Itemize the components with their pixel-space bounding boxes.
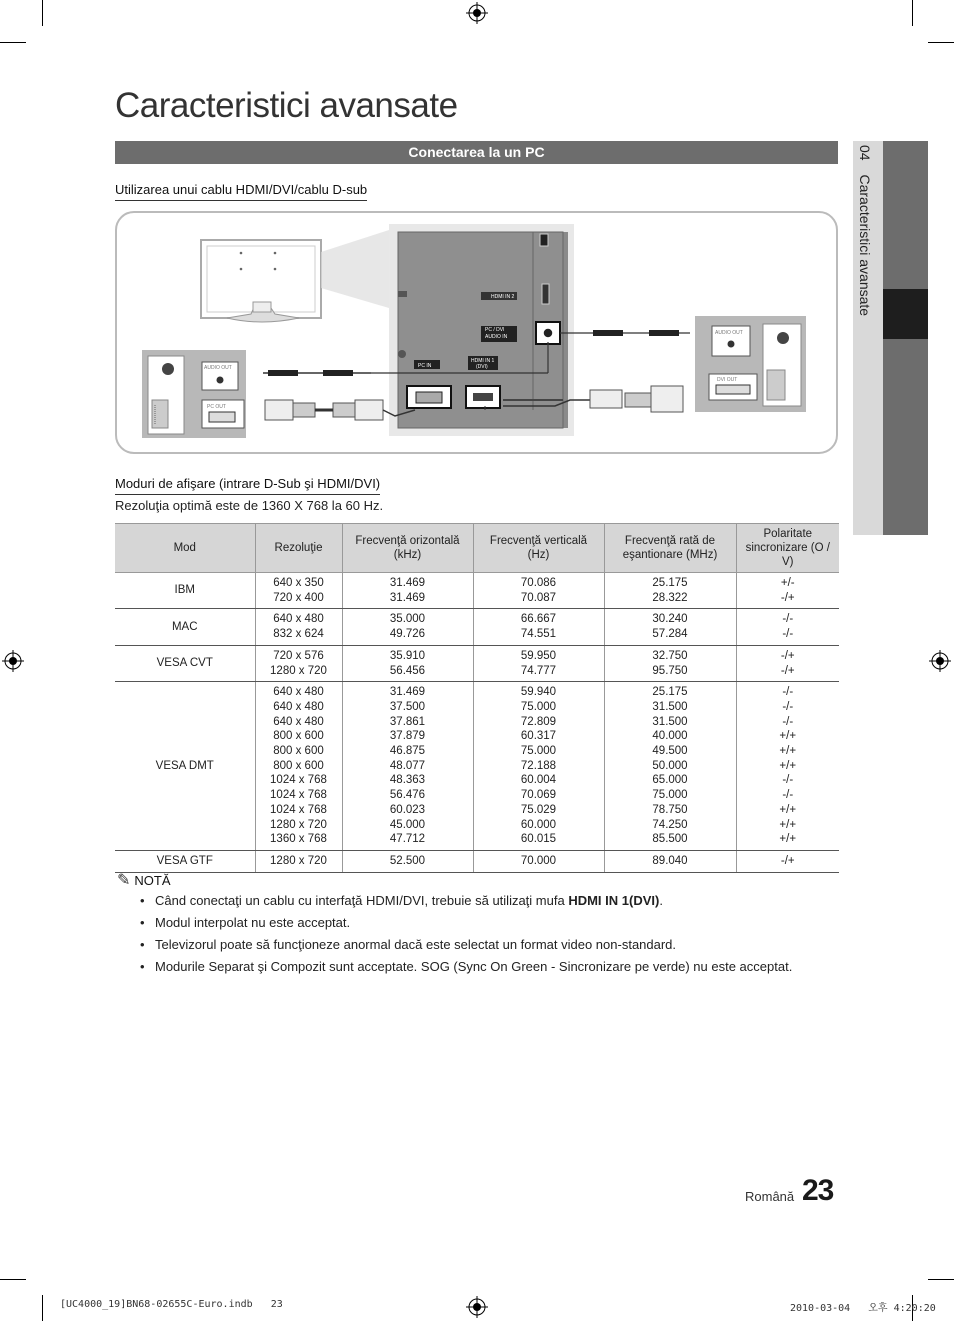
list-item	[140, 892, 792, 914]
cell-value: 800 x 600	[273, 745, 324, 758]
cell-value: 30.240	[652, 613, 688, 626]
cell-value: +/+	[779, 730, 797, 743]
v-freq-cell	[473, 682, 604, 851]
cell-value: 70.086	[520, 577, 557, 589]
optimal-resolution-text: Rezoluţia optimă este de 1360 X 768 la 60 Hz.	[115, 498, 384, 513]
pc-right-panel-icon	[695, 316, 806, 412]
pc-connection-diagram	[115, 210, 839, 455]
cell-value: 31.469	[389, 591, 426, 604]
pc-right-dvi-out-label: DVI OUT	[717, 377, 738, 383]
cell-value: 70.000	[520, 854, 557, 867]
cell-value: 31.500	[652, 715, 688, 728]
cell-value: 25.175	[652, 577, 688, 589]
cell-value: 32.750	[652, 649, 688, 662]
page-title: Caracteristici avansate	[115, 86, 458, 125]
page-number: 23	[802, 1174, 834, 1207]
cell-value: 48.363	[389, 774, 426, 787]
crop-mark	[928, 1279, 954, 1280]
cell-value: -/-	[782, 686, 794, 699]
cell-value: 49.500	[652, 745, 688, 758]
table-header-row	[115, 524, 839, 573]
list-item	[140, 936, 792, 958]
pc-in-label: PC IN	[418, 363, 432, 369]
cell-value: 56.456	[389, 664, 426, 677]
column-header: Mod	[115, 524, 255, 573]
polarity-cell	[736, 682, 839, 851]
cell-value: 800 x 600	[273, 759, 324, 772]
pc-left-pc-out-label: PC OUT	[207, 404, 226, 410]
column-header: Rezoluţie	[255, 524, 342, 573]
cell-value: 72.809	[520, 715, 557, 728]
clock-cell	[604, 609, 736, 645]
mode-cell: VESA CVT	[115, 645, 255, 681]
cell-value: 75.000	[520, 745, 557, 758]
registration-mark-icon	[466, 2, 488, 24]
crop-mark	[42, 1295, 43, 1321]
cell-value: 640 x 480	[273, 613, 324, 626]
cell-value: 50.000	[652, 759, 688, 772]
table-row	[115, 682, 839, 851]
resolution-cell	[255, 645, 342, 681]
print-date-info: 2010-03-04 오후 4:20:20	[790, 1303, 936, 1314]
cell-value: 1360 x 768	[270, 833, 327, 846]
resolution-cell	[255, 573, 342, 609]
side-tab-label	[857, 145, 873, 316]
audio-in-label: AUDIO IN	[485, 334, 508, 340]
cell-value: 1280 x 720	[270, 818, 327, 831]
cell-value: +/+	[779, 759, 797, 772]
note-bold-text: HDMI IN 1(DVI)	[568, 893, 660, 908]
hdmi-in-2-label: HDMI IN 2	[491, 294, 515, 300]
cell-value: +/-	[780, 577, 795, 589]
note-text: .	[659, 893, 663, 908]
resolution-cell	[255, 682, 342, 851]
cell-value: 1280 x 720	[270, 854, 327, 867]
cell-value: 28.322	[652, 591, 688, 604]
cell-value: 832 x 624	[273, 628, 324, 641]
h-freq-cell	[342, 682, 473, 851]
cell-value: 720 x 400	[273, 591, 324, 604]
cell-value: +/+	[779, 803, 797, 816]
cell-value: 35.910	[389, 649, 426, 662]
pc-right-audio-out-label: AUDIO OUT	[715, 330, 743, 336]
resolution-cell	[255, 850, 342, 872]
cell-value: +/+	[779, 833, 797, 846]
side-tab-text: Caracteristici avansate	[857, 174, 873, 317]
cell-value: 48.077	[389, 759, 426, 772]
pc-left-panel-icon	[142, 350, 246, 438]
note-text: Modurile Separat şi Compozit sunt acceptate. SOG (Sync On Green - Sincronizare pe verde) nu este acceptat.	[155, 959, 793, 974]
diagram-subtitle: Utilizarea unui cablu HDMI/DVI/cablu D-sub	[115, 182, 367, 201]
audio-cable-right-icon	[560, 330, 690, 336]
cell-value: -/+	[780, 664, 795, 677]
cell-value: 60.023	[389, 803, 426, 816]
cell-value: 60.000	[520, 818, 557, 831]
clock-cell	[604, 645, 736, 681]
crop-mark	[0, 1279, 26, 1280]
cell-value: 37.879	[389, 730, 426, 743]
cell-value: -/-	[782, 628, 794, 641]
clock-cell	[604, 850, 736, 872]
crop-mark	[42, 0, 43, 26]
display-modes-subtitle: Moduri de afişare (intrare D-Sub şi HDMI/DVI)	[115, 476, 380, 495]
registration-mark-icon	[2, 650, 24, 672]
clock-cell	[604, 682, 736, 851]
cell-value: 31.469	[389, 577, 426, 589]
pc-dvi-label: PC / DVI	[485, 327, 505, 333]
side-tab-active-marker	[883, 289, 928, 339]
note-text: Televizorul poate să funcţioneze anormal dacă este selectat un format video non-standard.	[155, 937, 677, 952]
crop-mark	[912, 0, 913, 26]
cell-value: 31.500	[652, 700, 688, 713]
table-row	[115, 850, 839, 872]
cell-value: 95.750	[652, 664, 688, 677]
cell-value: 49.726	[389, 628, 426, 641]
cell-value: 640 x 350	[273, 577, 324, 589]
language-label: Română	[745, 1189, 795, 1204]
mode-cell: IBM	[115, 573, 255, 609]
cell-value: -/-	[782, 774, 794, 787]
crop-mark	[0, 42, 26, 43]
display-modes-table	[115, 523, 839, 873]
column-header: Frecvenţă orizontală (kHz)	[342, 524, 473, 573]
cell-value: -/-	[782, 715, 794, 728]
tv-front-icon	[201, 240, 321, 322]
list-item	[140, 914, 792, 936]
pencil-icon: ✎	[117, 872, 131, 889]
cell-value: 37.500	[389, 700, 426, 713]
notes-list	[140, 892, 792, 980]
h-freq-cell	[342, 609, 473, 645]
cell-value: 75.000	[652, 789, 688, 802]
cell-value: 46.875	[389, 745, 426, 758]
cell-value: 65.000	[652, 774, 688, 787]
cell-value: -/-	[782, 789, 794, 802]
polarity-cell	[736, 609, 839, 645]
cell-value: 1280 x 720	[270, 664, 327, 677]
dvi-label: (DVI)	[476, 364, 488, 370]
note-text: Modul interpolat nu este acceptat.	[155, 915, 351, 930]
cell-value: -/-	[782, 700, 794, 713]
cell-value: -/+	[780, 854, 795, 867]
v-freq-cell	[473, 573, 604, 609]
cell-value: 640 x 480	[273, 686, 324, 699]
mode-cell: MAC	[115, 609, 255, 645]
cell-value: +/+	[779, 745, 797, 758]
cell-value: 31.469	[389, 686, 426, 699]
cell-value: 60.015	[520, 833, 557, 846]
cell-value: 85.500	[652, 833, 688, 846]
cell-value: 78.750	[652, 803, 688, 816]
cell-value: 56.476	[389, 789, 426, 802]
note-heading	[117, 870, 171, 890]
v-freq-cell	[473, 645, 604, 681]
cell-value: 1024 x 768	[270, 803, 327, 816]
cell-value: 75.029	[520, 803, 557, 816]
cell-value: 40.000	[652, 730, 688, 743]
registration-mark-icon	[466, 1296, 488, 1318]
note-heading-text: NOTĂ	[134, 873, 171, 888]
cell-value: +/+	[779, 818, 797, 831]
table-row	[115, 573, 839, 609]
cell-value: -/+	[780, 591, 795, 604]
column-header: Polaritate sincronizare (O / V)	[736, 524, 839, 573]
pc-left-audio-out-label: AUDIO OUT	[204, 365, 232, 371]
cell-value: 45.000	[389, 818, 426, 831]
cell-value: 60.004	[520, 774, 557, 787]
list-item	[140, 958, 792, 980]
cell-value: 25.175	[652, 686, 688, 699]
registration-mark-icon	[929, 650, 951, 672]
polarity-cell	[736, 573, 839, 609]
cell-value: 800 x 600	[273, 730, 324, 743]
section-title: Conectarea la un PC	[115, 141, 838, 164]
crop-mark	[928, 42, 954, 43]
cell-value: 66.667	[520, 613, 557, 626]
cell-value: 75.000	[520, 700, 557, 713]
column-header: Frecvenţă verticală (Hz)	[473, 524, 604, 573]
mode-cell: VESA DMT	[115, 682, 255, 851]
cell-value: 70.087	[520, 591, 557, 604]
cell-value: 47.712	[389, 833, 426, 846]
polarity-cell	[736, 645, 839, 681]
h-freq-cell	[342, 850, 473, 872]
cell-value: -/-	[782, 613, 794, 626]
tv-rear-panel-icon	[389, 224, 574, 436]
cell-value: 37.861	[389, 715, 426, 728]
v-freq-cell	[473, 609, 604, 645]
cell-value: 52.500	[389, 854, 426, 867]
cell-value: 59.950	[520, 649, 557, 662]
side-tab-number: 04	[857, 145, 873, 161]
table-row	[115, 609, 839, 645]
cell-value: 60.317	[520, 730, 557, 743]
cell-value: 1024 x 768	[270, 774, 327, 787]
print-file-info: [UC4000_19]BN68-02655C-Euro.indb 23	[60, 1299, 283, 1310]
polarity-cell	[736, 850, 839, 872]
note-text: Când conectaţi un cablu cu interfaţă HDMI/DVI, trebuie să utilizaţi mufa	[155, 893, 569, 908]
cell-value: 89.040	[652, 854, 688, 867]
h-freq-cell	[342, 645, 473, 681]
resolution-cell	[255, 609, 342, 645]
cell-value: 1024 x 768	[270, 789, 327, 802]
h-freq-cell	[342, 573, 473, 609]
column-header: Frecvenţă rată de eşantionare (MHz)	[604, 524, 736, 573]
cell-value: 640 x 480	[273, 700, 324, 713]
cell-value: -/+	[780, 649, 795, 662]
cell-value: 57.284	[652, 628, 688, 641]
cell-value: 640 x 480	[273, 715, 324, 728]
cell-value: 35.000	[389, 613, 426, 626]
cell-value: 74.551	[520, 628, 557, 641]
cell-value: 70.069	[520, 789, 557, 802]
v-freq-cell	[473, 850, 604, 872]
clock-cell	[604, 573, 736, 609]
mode-cell: VESA GTF	[115, 850, 255, 872]
cell-value: 74.777	[520, 664, 557, 677]
cell-value: 59.940	[520, 686, 557, 699]
cell-value: 74.250	[652, 818, 688, 831]
cell-value: 720 x 576	[273, 649, 324, 662]
hdmi-in-1-label: HDMI IN 1	[471, 358, 495, 364]
table-row	[115, 645, 839, 681]
cell-value: 72.188	[520, 759, 557, 772]
